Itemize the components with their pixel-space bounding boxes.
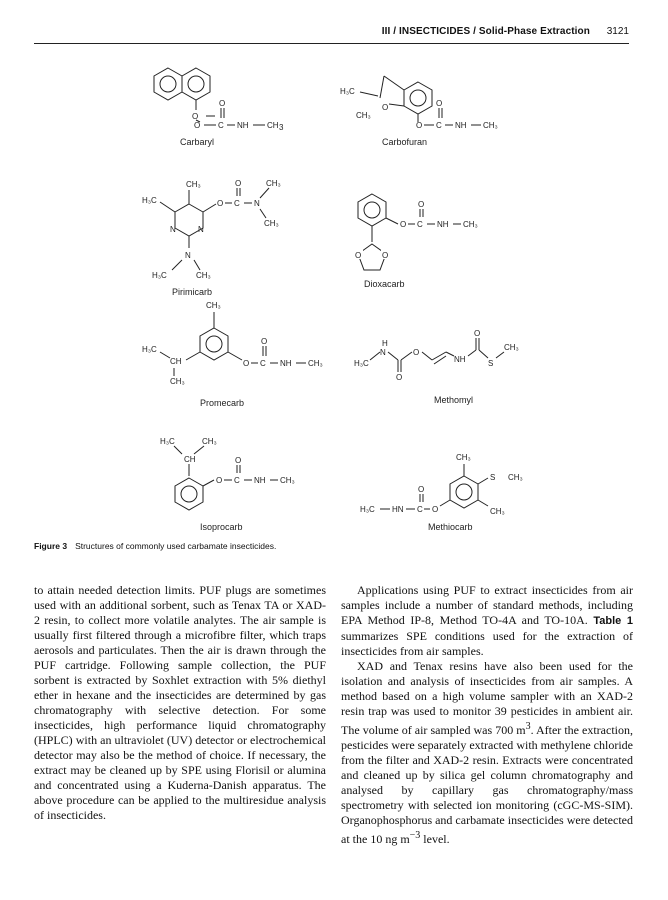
svg-text:CH₃: CH₃	[508, 473, 523, 482]
promecarb-structure	[142, 301, 323, 408]
figure-caption	[34, 541, 276, 551]
svg-text:O: O	[217, 199, 224, 208]
svg-text:NH: NH	[280, 359, 292, 368]
figure-label: Figure 3	[34, 541, 68, 551]
svg-text:H₃C: H₃C	[160, 437, 175, 446]
structures-drawing	[34, 46, 629, 546]
svg-text:H₃C: H₃C	[142, 196, 157, 205]
svg-text:O: O	[413, 348, 420, 357]
svg-text:O: O	[235, 179, 242, 188]
svg-text:CH₃: CH₃	[186, 180, 201, 189]
svg-text:CH₃: CH₃	[504, 343, 519, 352]
svg-text:O: O	[436, 99, 443, 108]
running-header	[0, 26, 629, 37]
label-methiocarb: Methiocarb	[428, 522, 473, 532]
svg-text:O: O	[243, 359, 250, 368]
svg-text:CH₃: CH₃	[196, 271, 211, 280]
svg-text:C: C	[260, 359, 266, 368]
figure-caption-text: Structures of commonly used carbamate insecticides.	[75, 541, 277, 551]
svg-text:O: O	[219, 99, 226, 108]
carbaryl-structure	[154, 68, 284, 147]
svg-text:CH₃: CH₃	[264, 219, 279, 228]
svg-text:O: O	[418, 200, 425, 209]
svg-text:H₃C: H₃C	[152, 271, 167, 280]
svg-text:O: O	[355, 251, 362, 260]
svg-text:H₃C: H₃C	[142, 345, 157, 354]
svg-text:NH: NH	[455, 121, 467, 130]
label-promecarb: Promecarb	[200, 398, 245, 408]
svg-text:CH₃: CH₃	[206, 301, 221, 310]
left-paragraph-1: to attain needed detection limits. PUF plugs are sometimes used with an additional sorbent, such as Tenax TA or XAD-2 resin, to collect more volatile analytes. The air sample is usually first filtered through a microfibre filter, which traps aerosols and particulates. Then the air is drawn through the PUF cartridge. Following sample collection, the PUF sorbent is extracted by Soxhlet extraction with 5% diethyl ether in hexane and the insecticides are determined by gas chromatography with selective detection. For some insecticides, high performance liquid chromatography (HPLC) with an ultraviolet (UV) detector or electrochemical detector may also be the method of choice. If necessary, the extract may be cleaned up by SPE using Florisil or alumina and concentrated using a Kuderna-Danish apparatus. The above procedure can be applied to the multiresidue analysis of insecticides.	[34, 583, 326, 822]
svg-text:O: O	[192, 112, 199, 121]
svg-text:NH: NH	[254, 476, 266, 485]
svg-text:C: C	[417, 220, 423, 229]
label-carbaryl: Carbaryl	[180, 137, 215, 147]
svg-text:NH: NH	[437, 220, 449, 229]
svg-text:H: H	[382, 339, 388, 348]
svg-text:C: C	[436, 121, 442, 130]
svg-text:CH: CH	[184, 455, 196, 464]
figure-3-structures	[34, 46, 629, 546]
methomyl-structure	[354, 329, 519, 405]
label-dioxacarb: Dioxacarb	[364, 279, 405, 289]
svg-text:CH₃: CH₃	[280, 476, 295, 485]
label-isoprocarb: Isoprocarb	[200, 522, 243, 532]
right-paragraph-2: XAD and Tenax resins have also been used for the isolation and analysis of insecticides from air samples. A method based on a high volume sampler with an XAD-2 resin trap was used to monitor 39 pesticides in ambient air. The volume of air sampled was 700 $m^3$. After the extraction, pesticides were separately extracted with methylene chloride from the filter and XAD-2 resin. Extracts were concentrated and cleaned up by silica gel column chromatography and analysed by capillary gas chromatography/mass spectrometry with selected ion monitoring (cGC-MS-SIM). Organophosphorus and carbamate insecticides were detected at the 10 ng $m^{-3}$ level.	[341, 659, 633, 846]
svg-text:NH: NH	[237, 121, 249, 130]
svg-text:CH₃: CH₃	[483, 121, 498, 130]
svg-text:O: O	[216, 476, 223, 485]
svg-text:O: O	[396, 373, 403, 382]
svg-text:S: S	[488, 359, 494, 368]
svg-text:N: N	[170, 225, 176, 234]
label-methomyl: Methomyl	[434, 395, 474, 405]
svg-text:H₃C: H₃C	[360, 505, 375, 514]
svg-text:CH: CH	[170, 357, 182, 366]
svg-text:N: N	[185, 251, 191, 260]
svg-text:HN: HN	[392, 505, 404, 514]
svg-text:NH: NH	[454, 355, 466, 364]
svg-text:O: O	[194, 121, 201, 130]
svg-text:CH₃: CH₃	[356, 111, 371, 120]
svg-text:N: N	[254, 199, 260, 208]
header-rule	[34, 43, 629, 44]
dioxacarb-structure	[354, 194, 478, 289]
header-section-title: III / INSECTICIDES / Solid-Phase Extraction	[381, 26, 590, 37]
svg-text:CH₃: CH₃	[170, 377, 185, 386]
svg-text:CH₃: CH₃	[490, 507, 505, 516]
svg-text:C: C	[417, 505, 423, 514]
svg-text:O: O	[416, 121, 423, 130]
carbofuran-structure	[340, 76, 498, 147]
svg-text:C: C	[234, 199, 240, 208]
svg-text:O: O	[400, 220, 407, 229]
svg-text:CH₃: CH₃	[456, 453, 471, 462]
svg-text:CH: CH	[267, 121, 279, 130]
svg-text:C: C	[218, 121, 224, 130]
svg-text:O: O	[418, 485, 425, 494]
svg-text:O: O	[261, 337, 268, 346]
svg-text:3: 3	[279, 123, 284, 132]
right-paragraph-1: Applications using PUF to extract insecticides from air samples include a number of standard methods, including EPA Method IP-8, Method TO-4A and TO-10A. Table 1 summarizes SPE conditions used for the extraction of insecticides from air samples.	[341, 583, 633, 658]
pirimicarb-structure	[142, 179, 281, 297]
table-1-reference[interactable]: Table 1	[593, 615, 633, 627]
svg-text:O: O	[235, 456, 242, 465]
label-carbofuran: Carbofuran	[382, 137, 428, 147]
svg-text:O: O	[382, 103, 389, 112]
svg-text:H₃C: H₃C	[340, 87, 355, 96]
isoprocarb-structure	[160, 437, 295, 532]
svg-text:S: S	[490, 473, 496, 482]
svg-text:O: O	[382, 251, 389, 260]
methiocarb-structure	[360, 453, 523, 532]
svg-text:H₃C: H₃C	[354, 359, 369, 368]
svg-text:CH₃: CH₃	[308, 359, 323, 368]
svg-text:CH₃: CH₃	[266, 179, 281, 188]
right-column	[341, 583, 633, 847]
page-number: 3121	[606, 26, 629, 37]
left-column	[34, 583, 326, 823]
svg-text:O: O	[474, 329, 481, 338]
label-pirimicarb: Pirimicarb	[172, 287, 213, 297]
svg-text:N: N	[380, 348, 386, 357]
svg-text:O: O	[432, 505, 439, 514]
svg-text:CH₃: CH₃	[202, 437, 217, 446]
svg-text:C: C	[234, 476, 240, 485]
svg-text:CH₃: CH₃	[463, 220, 478, 229]
svg-text:N: N	[198, 225, 204, 234]
